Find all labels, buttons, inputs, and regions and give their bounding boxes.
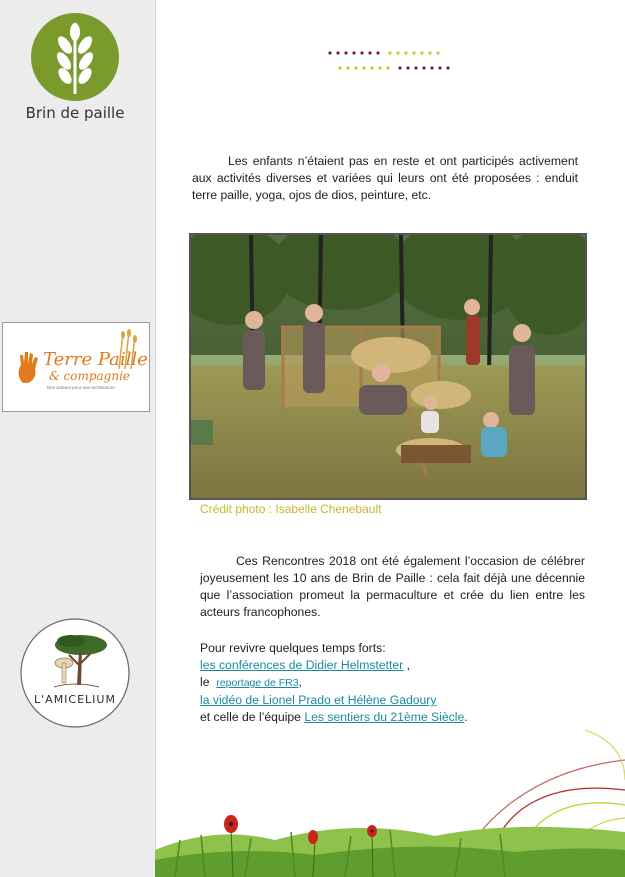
link-line-1 bbox=[200, 657, 600, 674]
link-video-lionel-prado[interactable]: la vidéo de Lionel Prado et Hélène Gadoury bbox=[200, 693, 437, 707]
link-sentiers-21eme-siecle[interactable]: Les sentiers du 21ème Siècle bbox=[304, 710, 465, 724]
photo-illustration bbox=[191, 235, 585, 498]
tree-mushroom-icon bbox=[19, 617, 131, 729]
link2-prefix: le bbox=[200, 675, 213, 689]
terre-paille-logo bbox=[2, 322, 150, 412]
terre-paille-tagline: Des acteurs pour une architecture bbox=[47, 385, 115, 390]
paragraph-anniversary: Ces Rencontres 2018 ont été également l’occasion de célébrer joyeusement les 10 ans de Brin de Paille : cela fait déjà une décennie que l’association promeut la permaculture et crée du lien entre les acteurs francophones. bbox=[200, 554, 585, 619]
link4-prefix: et celle de l’équipe bbox=[200, 710, 305, 724]
hand-print-icon bbox=[15, 349, 45, 385]
brin-de-paille-logo-text: Brin de paille bbox=[25, 104, 125, 122]
link2-suffix: , bbox=[298, 675, 302, 689]
revivre-intro: Pour revivre quelques temps forts: bbox=[200, 641, 386, 655]
link-conferences-didier-helmstetter[interactable]: les conférences de Didier Helmstetter bbox=[200, 658, 404, 672]
link-line-2 bbox=[200, 674, 600, 692]
link4-suffix: . bbox=[464, 710, 468, 724]
sidebar bbox=[0, 0, 156, 877]
grass-poppies-decoration bbox=[155, 700, 625, 877]
link1-suffix: , bbox=[403, 658, 410, 672]
terre-paille-title: Terre Paille bbox=[43, 349, 148, 370]
wheat-logo-icon bbox=[30, 12, 120, 102]
decorative-dots bbox=[328, 50, 452, 72]
photo-credit-caption: Crédit photo : Isabelle Chenebault bbox=[200, 502, 382, 516]
amicelium-logo-text: L'AMICELIUM bbox=[34, 693, 116, 706]
workshop-photo bbox=[189, 233, 587, 500]
link-reportage-fr3[interactable]: reportage de FR3 bbox=[216, 677, 299, 689]
terre-paille-subtitle: & compagnie bbox=[49, 369, 131, 383]
paragraph-children-activities: Les enfants n’étaient pas en reste et ont participés activement aux activités diverses et variées qui leurs ont été proposées : enduit terre paille, yoga, ojos de dios, peinture, etc. bbox=[192, 154, 578, 202]
amicelium-logo bbox=[19, 617, 131, 729]
